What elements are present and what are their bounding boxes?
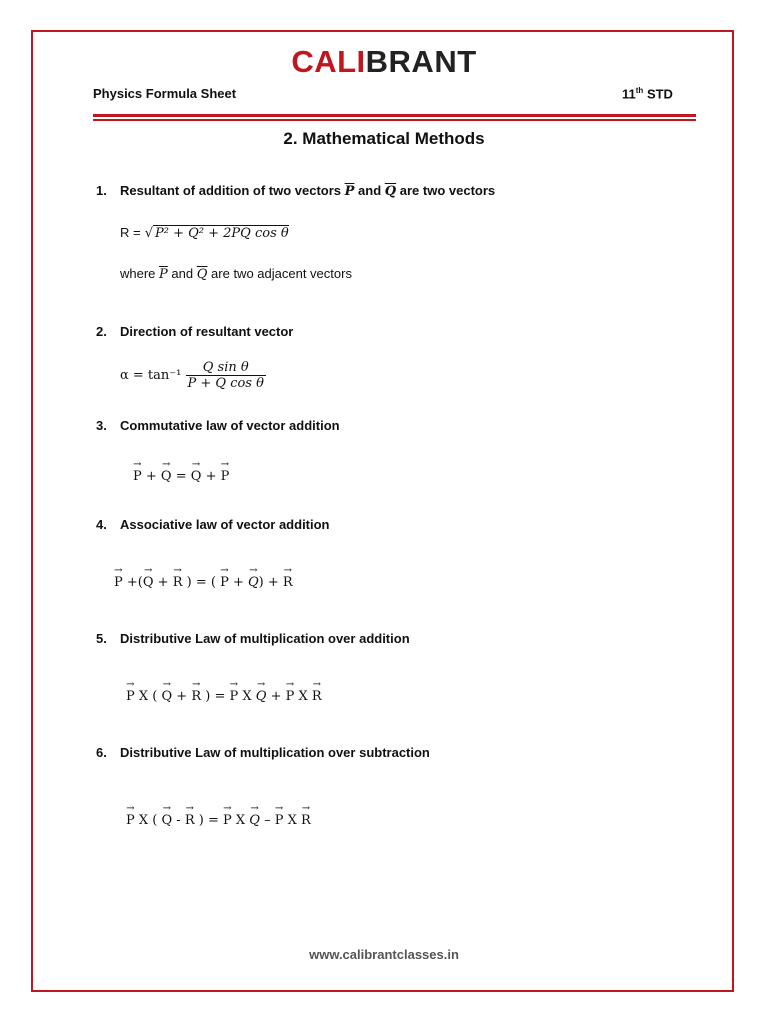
heading-text: Associative law of vector addition xyxy=(120,517,330,532)
vector-q: $\overline{Q}$ xyxy=(384,184,397,199)
vector-r: → R xyxy=(312,689,322,704)
sheet-subtitle: Physics Formula Sheet xyxy=(93,86,237,101)
vector-p: → P xyxy=(133,469,142,484)
item-2-heading xyxy=(96,324,293,339)
heading-text: are two vectors xyxy=(399,183,496,198)
vector-r: → R xyxy=(283,575,293,590)
heading-text: and xyxy=(358,183,382,198)
item-number: 1. xyxy=(96,183,107,198)
vector-p: → P xyxy=(286,689,295,704)
item-number: 6. xyxy=(96,745,107,760)
item-number: 2. xyxy=(96,324,107,339)
heading-text: Commutative law of vector addition xyxy=(120,418,340,433)
item-1-note xyxy=(120,266,352,282)
section-title: 2. Mathematical Methods xyxy=(283,129,485,148)
vector-q: → Q xyxy=(248,575,259,590)
resultant-formula: R = √ P² + Q² + 2PQ cos θ xyxy=(120,225,289,241)
vector-r: → R xyxy=(301,813,311,828)
commutative-formula: → P + → Q = → Q + → P xyxy=(133,469,229,484)
vector-q: → Q xyxy=(256,689,267,704)
vector-r: → R xyxy=(185,813,195,828)
heading-text: Distributive Law of multiplication over subtraction xyxy=(120,745,430,760)
vector-q: $\overline{Q}$ xyxy=(196,267,208,282)
vector-p: $\overline{P}$ xyxy=(159,267,168,282)
vector-q: → Q xyxy=(161,689,172,704)
formula-lhs: α = tan⁻¹ xyxy=(120,368,182,383)
note-text: where xyxy=(120,266,156,281)
brand-part1: CALI xyxy=(291,44,366,79)
heading-text: Direction of resultant vector xyxy=(120,324,294,339)
vector-p: $\overline{P}$ xyxy=(344,184,355,199)
heading-text: Distributive Law of multiplication over addition xyxy=(120,631,410,646)
associative-formula: → P +(→ Q + → R ) = ( → P + → Q) + → R xyxy=(114,575,293,590)
note-text: are two adjacent vectors xyxy=(211,266,352,281)
heading-text: Resultant of addition of two vectors xyxy=(120,183,342,198)
vector-p: → P xyxy=(223,813,232,828)
item-3-heading xyxy=(96,418,340,433)
vector-p: → P xyxy=(275,813,284,828)
vector-p: → P xyxy=(114,575,123,590)
item-number: 5. xyxy=(96,631,107,646)
vector-r: → R xyxy=(191,689,201,704)
item-4-heading xyxy=(96,517,330,532)
std-number: 11 xyxy=(622,86,636,102)
vector-q: → Q xyxy=(249,813,260,828)
distributive-addition-formula: → P X ( → Q + → R ) = → P X → Q + → P X → R xyxy=(126,689,322,704)
item-5-heading xyxy=(96,631,410,646)
footer-website: www.calibrantclasses.in xyxy=(309,947,459,962)
vector-q: → Q xyxy=(161,813,172,828)
page-border xyxy=(31,30,734,992)
fraction-numerator: Q sin θ xyxy=(186,360,266,376)
formula-lhs: R = xyxy=(120,225,141,240)
header-rule-thin xyxy=(93,119,696,121)
vector-p: → P xyxy=(126,813,135,828)
distributive-subtraction-formula: → P X ( → Q - → R ) = → P X → Q – → P X → R xyxy=(126,813,311,828)
std-text: STD xyxy=(646,86,673,102)
std-label xyxy=(622,86,673,101)
vector-r: → R xyxy=(173,575,183,590)
vector-p: → P xyxy=(126,689,135,704)
item-number: 3. xyxy=(96,418,107,433)
direction-formula xyxy=(120,360,266,391)
vector-q: → Q xyxy=(161,469,172,484)
item-6-heading xyxy=(96,745,430,760)
note-text: and xyxy=(171,266,194,281)
fraction xyxy=(186,360,266,391)
item-1-heading xyxy=(96,183,495,199)
std-suffix: th xyxy=(635,86,644,95)
vector-q: → Q xyxy=(191,469,202,484)
vector-p: → P xyxy=(220,575,229,590)
header-rule-thick xyxy=(93,114,696,117)
brand-part2: BRANT xyxy=(365,44,477,79)
item-number: 4. xyxy=(96,517,107,532)
vector-p: → P xyxy=(221,469,230,484)
fraction-denominator: P + Q cos θ xyxy=(187,376,264,391)
vector-p: → P xyxy=(230,689,239,704)
formula-rhs: P² + Q² + 2PQ cos θ xyxy=(155,226,289,241)
brand-logo xyxy=(0,44,768,80)
vector-q: → Q xyxy=(143,575,154,590)
